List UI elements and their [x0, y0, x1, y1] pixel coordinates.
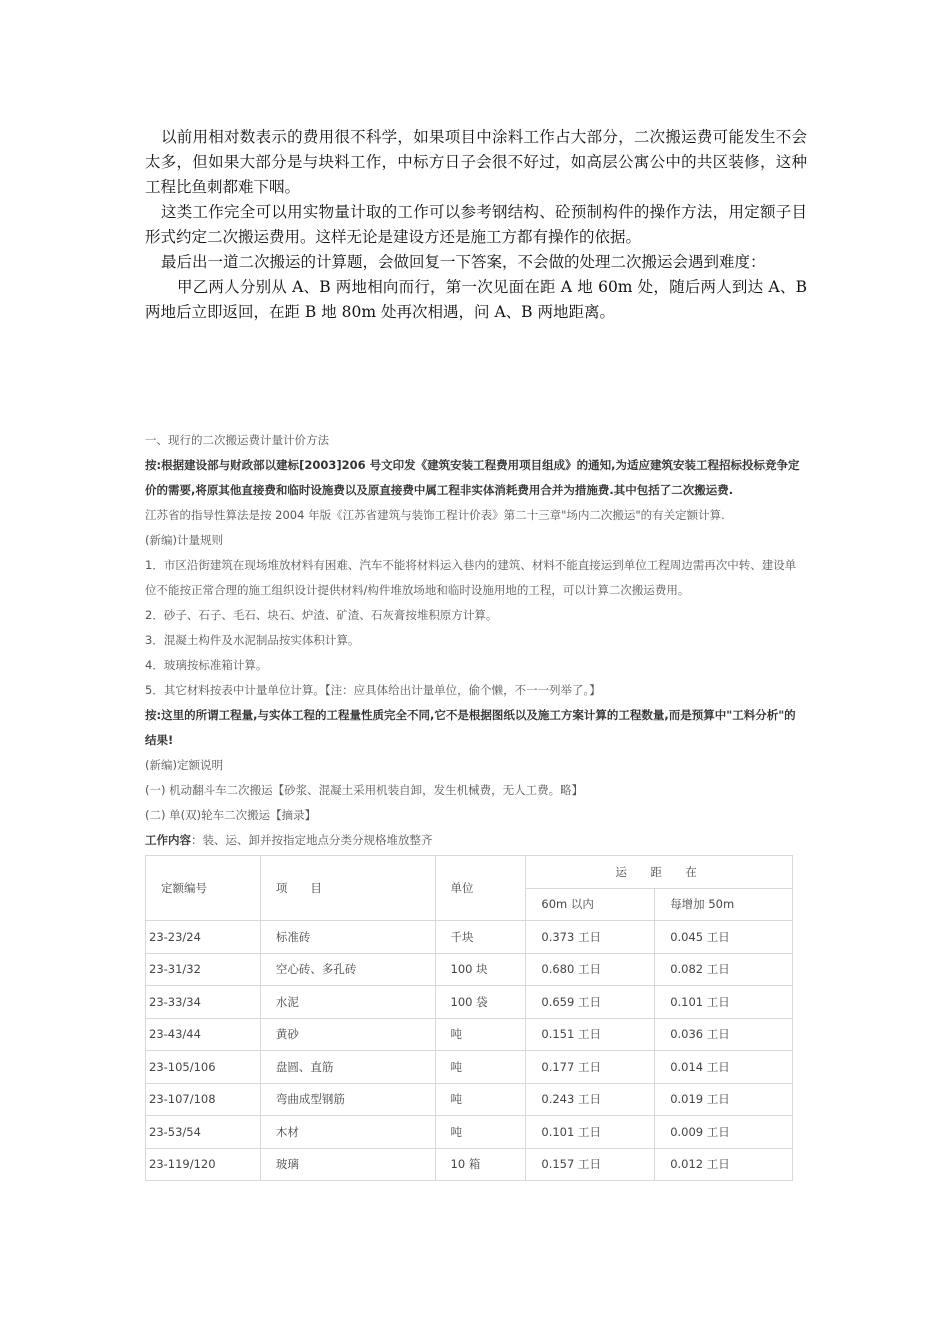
description-title: (新编)定额说明 [145, 758, 223, 772]
cell-item: 盘圆、直筋 [260, 1051, 435, 1084]
cell-code: 23-53/54 [146, 1116, 261, 1149]
cell-item: 玻璃 [260, 1148, 435, 1181]
cell-unit: 吨 [435, 1116, 526, 1149]
quota-table [145, 855, 793, 1181]
cell-item: 黄砂 [260, 1018, 435, 1051]
jiangsu-paragraph: 江苏省的指导性算法是按 2004 年版《江苏省建筑与装饰工程计价表》第二十三章"场内二次搬运"的有关定额计算. [145, 508, 725, 522]
cell-per-50m: 0.101 工日 [655, 986, 793, 1019]
table-row [146, 986, 793, 1019]
work-content-label: 工作内容 [145, 833, 191, 847]
cell-per-50m: 0.014 工日 [655, 1051, 793, 1084]
cell-within-60m: 0.373 工日 [526, 921, 655, 954]
rules-title: (新编)计量规则 [145, 533, 223, 547]
header-within-60m: 60m 以内 [526, 888, 655, 921]
cell-within-60m: 0.101 工日 [526, 1116, 655, 1149]
cell-item: 水泥 [260, 986, 435, 1019]
cell-per-50m: 0.012 工日 [655, 1148, 793, 1181]
rule-2: 2．砂子、石子、毛石、块石、炉渣、矿渣、石灰膏按堆积原方计算。 [145, 608, 498, 622]
cell-within-60m: 0.151 工日 [526, 1018, 655, 1051]
header-code: 定额编号 [146, 856, 261, 921]
cell-unit: 100 块 [435, 953, 526, 986]
rule-4: 4．玻璃按标准箱计算。 [145, 658, 268, 672]
cell-item: 木材 [260, 1116, 435, 1149]
cell-unit: 100 袋 [435, 986, 526, 1019]
cell-unit: 吨 [435, 1018, 526, 1051]
description-item-2: (二) 单(双)轮车二次搬运【摘录】 [145, 808, 317, 822]
rule-1: 1．市区沿街建筑在现场堆放材料有困难、汽车不能将材料运入巷内的建筑、材料不能直接运到单位工程周边需再次中转、建设单位不能按正常合理的施工组织设计提供材料/构件堆放场地和临时设施用地的工程，可以计算二次搬运费用。 [145, 558, 797, 597]
work-content-text: ：装、运、卸并按指定地点分类分规格堆放整齐 [191, 833, 433, 847]
table-row [146, 1116, 793, 1149]
header-per-50m: 每增加 50m [655, 888, 793, 921]
table-row [146, 921, 793, 954]
note-paragraph-1: 按:根据建设部与财政部以建标[2003]206 号文印发《建筑安装工程费用项目组成》的通知,为适应建筑安装工程招标投标竞争定价的需要,将原其他直接费和临时设施费以及原直接费中属工程非实体消耗费用合并为措施费.其中包括了二次搬运费. [145, 458, 800, 497]
work-content-line [145, 828, 805, 853]
cell-unit: 吨 [435, 1051, 526, 1084]
header-unit: 单位 [435, 856, 526, 921]
paragraph-puzzle-intro: 最后出一道二次搬运的计算题，会做回复一下答案，不会做的处理二次搬运会遇到难度： [161, 253, 766, 271]
cell-within-60m: 0.157 工日 [526, 1148, 655, 1181]
note-paragraph-2: 按:这里的所谓工程量,与实体工程的工程量性质完全不同,它不是根据图纸以及施工方案计算的工程数量,而是预算中"工料分析"的结果! [145, 708, 796, 747]
cell-item: 标准砖 [260, 921, 435, 954]
rule-5: 5．其它材料按表中计量单位计算。【注：应具体给出计量单位，偷个懒，不一一列举了。】 [145, 683, 601, 697]
cell-code: 23-105/106 [146, 1051, 261, 1084]
cell-unit: 千块 [435, 921, 526, 954]
cell-code: 23-43/44 [146, 1018, 261, 1051]
header-distance: 运 距 在 [526, 856, 793, 889]
cell-item: 空心砖、多孔砖 [260, 953, 435, 986]
table-row [146, 1083, 793, 1116]
lower-text-section [145, 428, 805, 1181]
paragraph-puzzle: 甲乙两人分别从 A、B 两地相向而行，第一次见面在距 A 地 60m 处，随后两人到达 A、B 两地后立即返回，在距 B 地 80m 处再次相遇，问 A、B 两地距离。 [145, 278, 807, 321]
cell-within-60m: 0.243 工日 [526, 1083, 655, 1116]
cell-unit: 10 箱 [435, 1148, 526, 1181]
table-header-row [146, 856, 793, 889]
cell-code: 23-33/34 [146, 986, 261, 1019]
cell-per-50m: 0.009 工日 [655, 1116, 793, 1149]
cell-code: 23-23/24 [146, 921, 261, 954]
table-row [146, 953, 793, 986]
cell-within-60m: 0.659 工日 [526, 986, 655, 1019]
cell-item: 弯曲成型钢筋 [260, 1083, 435, 1116]
table-row [146, 1051, 793, 1084]
paragraph-quantity-method: 这类工作完全可以用实物量计取的工作可以参考钢结构、砼预制构件的操作方法，用定额子目形式约定二次搬运费用。这样无论是建设方还是施工方都有操作的依据。 [145, 203, 807, 246]
section-heading: 一、现行的二次搬运费计量计价方法 [145, 433, 329, 447]
cell-within-60m: 0.177 工日 [526, 1051, 655, 1084]
cell-code: 23-107/108 [146, 1083, 261, 1116]
header-item: 项 目 [260, 856, 435, 921]
description-item-1: (一) 机动翻斗车二次搬运【砂浆、混凝土采用机装自卸，发生机械费，无人工费。略】 [145, 783, 584, 797]
cell-unit: 吨 [435, 1083, 526, 1116]
cell-per-50m: 0.045 工日 [655, 921, 793, 954]
cell-per-50m: 0.082 工日 [655, 953, 793, 986]
cell-within-60m: 0.680 工日 [526, 953, 655, 986]
table-row [146, 1148, 793, 1181]
rule-3: 3．混凝土构件及水泥制品按实体积计算。 [145, 633, 360, 647]
cell-per-50m: 0.019 工日 [655, 1083, 793, 1116]
upper-text-section [145, 125, 807, 325]
cell-per-50m: 0.036 工日 [655, 1018, 793, 1051]
paragraph-cost-ratio: 以前用相对数表示的费用很不科学，如果项目中涂料工作占大部分，二次搬运费可能发生不会太多，但如果大部分是与块料工作，中标方日子会很不好过，如高层公寓公中的共区装修，这种工程比鱼刺都难下咽。 [145, 128, 807, 196]
table-row [146, 1018, 793, 1051]
cell-code: 23-119/120 [146, 1148, 261, 1181]
cell-code: 23-31/32 [146, 953, 261, 986]
